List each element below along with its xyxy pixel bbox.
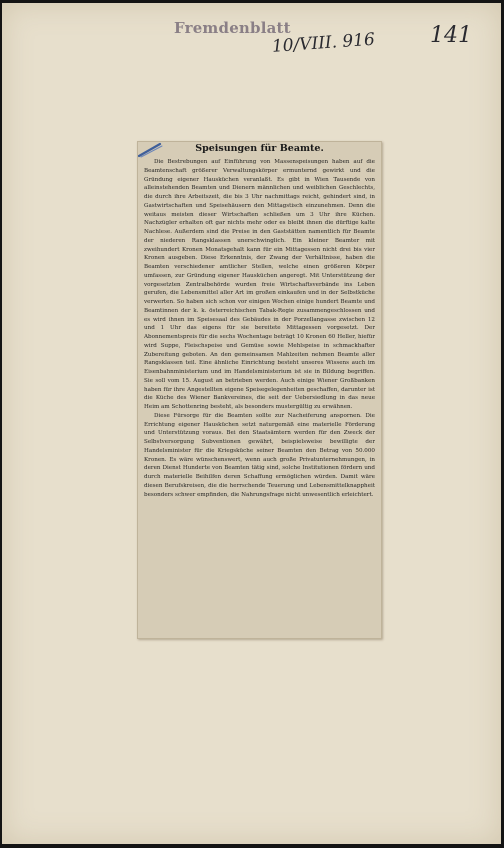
article-title: Speisungen für Beamte. <box>195 143 324 154</box>
newspaper-stamp: Fremdenblatt <box>174 19 291 37</box>
newspaper-clipping <box>137 141 382 639</box>
archive-sheet <box>2 3 501 844</box>
article-paragraph-2: Diese Fürsorge für die Beamten sollte zur Nacheiferung anspornen. Die Errichtung eigener Hausküchen setzt naturgemäß eine materielle Förderung und Unterstützung voraus. Bei den Staatsämtern werden für den Zweck der Selbstversorgung Subventionen gewährt, beispielsweise bewilligte der Handelsminister für die Kriegsküche seiner Beamten den Betrag von 50.000 Kronen. Es wäre wünschenswert, wenn auch große Privatunternehmungen, in deren Dienst Hunderte von Beamten tätig sind, solche Institutionen fördern und durch materielle Beihilfen deren Schaffung ermöglichen würden. Damit wäre diesen Berufskreisen, die die herrschende Teuerung und Lebensmittelknappheit besonders schwer empfinden, die Nahrungsfrage nicht unwesentlich erleichtert. <box>144 412 375 498</box>
handwritten-date: 10/VIII. 916 <box>271 29 376 57</box>
handwritten-page-number: 141 <box>430 23 472 48</box>
article-body <box>144 158 375 636</box>
article-paragraph-1: Die Bestrebungen auf Einführung von Massenspeisungen haben auf die Beamtenschaft größerer Verwaltungskörper ermunternd gewirkt und die Gründung eigener Hausküchen veranlaßt. Es gibt in Wien Tausende von alleinstehenden Beamten und Dienern männlichen und weiblichen Geschlechts, die durch ihre Arbeitszeit, die bis 3 Uhr nachmittags reicht, gehindert sind, in Gastwirtschaften und Speisehäusern den Mittagstisch einzunehmen. Denn die weitaus meisten dieser Wirtschaften schließen um 3 Uhr ihre Küchen. Nachzügler erhalten oft gar nichts mehr oder es bleibt ihnen die dürftige kalte Nachlese. Außerdem sind die Preise in den Gaststätten namentlich für Beamte der niederen Rangsklassen unerschwinglich. Ein kleiner Beamter mit zweihundert Kronen Monatsgehalt kann für ein Mittagessen nicht drei bis vier Kronen ausgeben. Diese Erkenntnis, der Zwang der Verhältnisse, haben die Beamten verschiedener amtlicher Stellen, welche einen größeren Körper umfassen, zur Gründung eigener Hausküchen angeregt. Mit Unterstützung der vorgesetzten Zentralbehörde wurden freie Wirtschaftsverbände ins Leben gerufen, die Lebensmittel aller Art im großen einkaufen und in der Selbstküche verwerten. So haben sich schon vor einigen Wochen einige hundert Beamte und Beamtinnen der k. k. österreichischen Tabak-Regie zusammengeschlossen und es wird ihnen im Speisesaal des Gebäudes in der Porzellangasse zwischen 12 und 1 Uhr das eigens für sie bereitete Mittagessen vorgesetzt. Der Abonnementspreis für die sechs Wochentage beträgt 10 Kronen 60 Heller, hiefür wird Suppe, Fleischspeise und Gemüse sowie Mehlspeise in schmackhafter Zubereitung geboten. An den gemeinsamen Mahlzeiten nehmen Beamte aller Rangsklassen teil. Eine ähnliche Einrichtung besteht unseres Wissens auch im Eisenbahnministerium und im Handelsministerium ist sie in Bildung begriffen. Sie soll vom 15. August an betrieben werden. Auch einige Wiener Großbanken haben für ihre Angestellten eigene Speisegelegenheiten geschaffen, darunter ist die Küche des Wiener Bankvereines, die seit der Uebersiedlung in das neue Heim am Schottenring besteht, als besonders mustergültig zu erwähnen. <box>144 159 375 410</box>
